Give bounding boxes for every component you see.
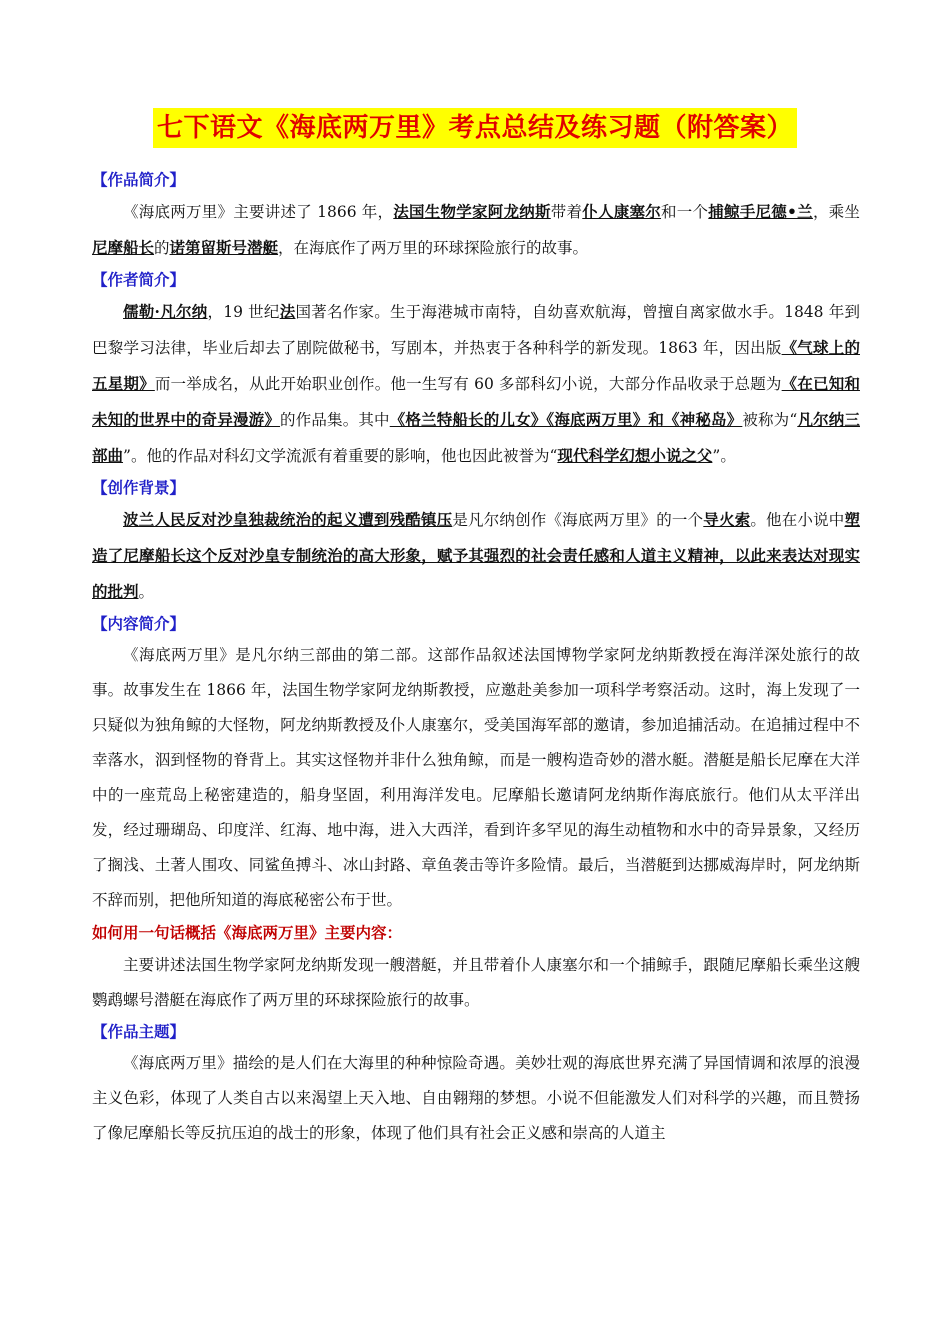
text: 而一举成名，从此开始职业创作。他一生写有 60 多部科幻小说，大部分作品收录于总题为 xyxy=(154,375,782,393)
document-body xyxy=(92,166,860,1151)
text: ”。 xyxy=(712,447,736,465)
text: ，在海底作了两万里的环球探险旅行的故事。 xyxy=(278,239,589,257)
key-term: 导火索 xyxy=(703,510,751,529)
text: 被称为“ xyxy=(742,411,798,429)
text: 的 xyxy=(154,239,170,257)
key-term: 法国生物学家阿龙纳斯 xyxy=(393,202,551,221)
paragraph-background xyxy=(92,502,860,610)
question-answer: 主要讲述法国生物学家阿龙纳斯发现一艘潜艇，并且带着仆人康塞尔和一个捕鲸手，跟随尼摩船长乘坐这艘鹦鹉螺号潜艇在海底作了两万里的环球探险旅行的故事。 xyxy=(92,956,860,1009)
text: 。 xyxy=(138,583,155,601)
text: 是凡尔纳创作《海底两万里》的一个 xyxy=(452,511,704,529)
key-term: 《气球上的五星期》 xyxy=(92,338,860,393)
key-term: 《格兰特船长的儿女》《海底两万里》和《神秘岛》 xyxy=(389,410,743,429)
heading-author: 【作者简介】 xyxy=(92,271,186,289)
paragraph-content: 《海底两万里》是凡尔纳三部曲的第二部。这部作品叙述法国博物学家阿龙纳斯教授在海洋深处旅行的故事。故事发生在 1866 年，法国生物学家阿龙纳斯教授，应邀赴美参加一项科学考察活动。这时，海上发现了一只疑似为独角鲸的大怪物，阿龙纳斯教授及仆人康塞尔，受美国海军部的邀请，参加追捕活动。在追捕过程中不幸落水，泅到怪物的脊背上。其实这怪物并非什么独角鲸，而是一艘构造奇妙的潜水艇。潜艇是船长尼摩在大洋中的一座荒岛上秘密建造的，船身坚固，利用海洋发电。尼摩船长邀请阿龙纳斯作海底旅行。他们从太平洋出发，经过珊瑚岛、印度洋、红海、地中海，进入大西洋，看到许多罕见的海生动植物和水中的奇异景象，又经历了搁浅、土著人围攻、同鲨鱼搏斗、冰山封路、章鱼袭击等许多险情。最后，当潜艇到达挪威海岸时，阿龙纳斯不辞而别，把他所知道的海底秘密公布于世。 xyxy=(92,646,860,909)
question-label: 如何用一句话概括《海底两万里》主要内容： xyxy=(92,924,403,942)
text: 的作品集。其中 xyxy=(280,411,390,429)
heading-background: 【创作背景】 xyxy=(92,479,186,497)
key-term: 现代科学幻想小说之父 xyxy=(557,446,713,465)
heading-intro: 【作品简介】 xyxy=(92,171,186,189)
key-term: 法 xyxy=(279,302,296,321)
key-term: 儒勒·凡尔纳 xyxy=(123,302,208,321)
paragraph-author xyxy=(92,294,860,474)
text: 。他在小说中 xyxy=(750,511,845,529)
paragraph-intro xyxy=(92,194,860,266)
text: ，19 世纪 xyxy=(207,303,280,321)
key-term: 仆人康塞尔 xyxy=(582,202,662,221)
text: 带着 xyxy=(550,203,583,221)
key-term: 塑造了尼摩船长这个反对沙皇专制统治的高大形象，赋予其强烈的社会责任感和人道主义精神，以此来表达对现实的批判 xyxy=(92,510,860,601)
text: 国著名作家。生于海港城市南特，自幼喜欢航海，曾擅自离家做水手。1848 年到巴黎学习法律，毕业后却去了剧院做秘书，写剧本，并热衷于各种科学的新发现。1863 年，因出版 xyxy=(92,303,860,357)
key-term: 《在已知和未知的世界中的奇异漫游》 xyxy=(92,374,860,429)
heading-theme: 【作品主题】 xyxy=(92,1023,186,1041)
text: 《海底两万里》主要讲述了 1866 年， xyxy=(123,203,394,221)
key-term: 诺第留斯号潜艇 xyxy=(169,238,279,257)
key-term: 捕鲸手尼德•兰 xyxy=(708,202,813,221)
heading-content: 【内容简介】 xyxy=(92,615,186,633)
text: 和一个 xyxy=(661,203,709,221)
page-title: 七下语文《海底两万里》考点总结及练习题（附答案） xyxy=(153,108,797,148)
title-container xyxy=(0,108,950,148)
text: ”。他的作品对科幻文学流派有着重要的影响，他也因此被誉为“ xyxy=(123,447,558,465)
key-term: 波兰人民反对沙皇独裁统治的起义遭到残酷镇压 xyxy=(123,510,453,529)
key-term: 尼摩船长 xyxy=(92,238,155,257)
key-term: 凡尔纳三部曲 xyxy=(92,410,860,465)
text: ，乘坐 xyxy=(812,203,860,221)
paragraph-theme: 《海底两万里》描绘的是人们在大海里的种种惊险奇遇。美妙壮观的海底世界充满了异国情调和浓厚的浪漫主义色彩，体现了人类自古以来渴望上天入地、自由翱翔的梦想。小说不但能激发人们对科学的兴趣，而且赞扬了像尼摩船长等反抗压迫的战士的形象，体现了他们具有社会正义感和崇高的人道主 xyxy=(92,1054,860,1142)
